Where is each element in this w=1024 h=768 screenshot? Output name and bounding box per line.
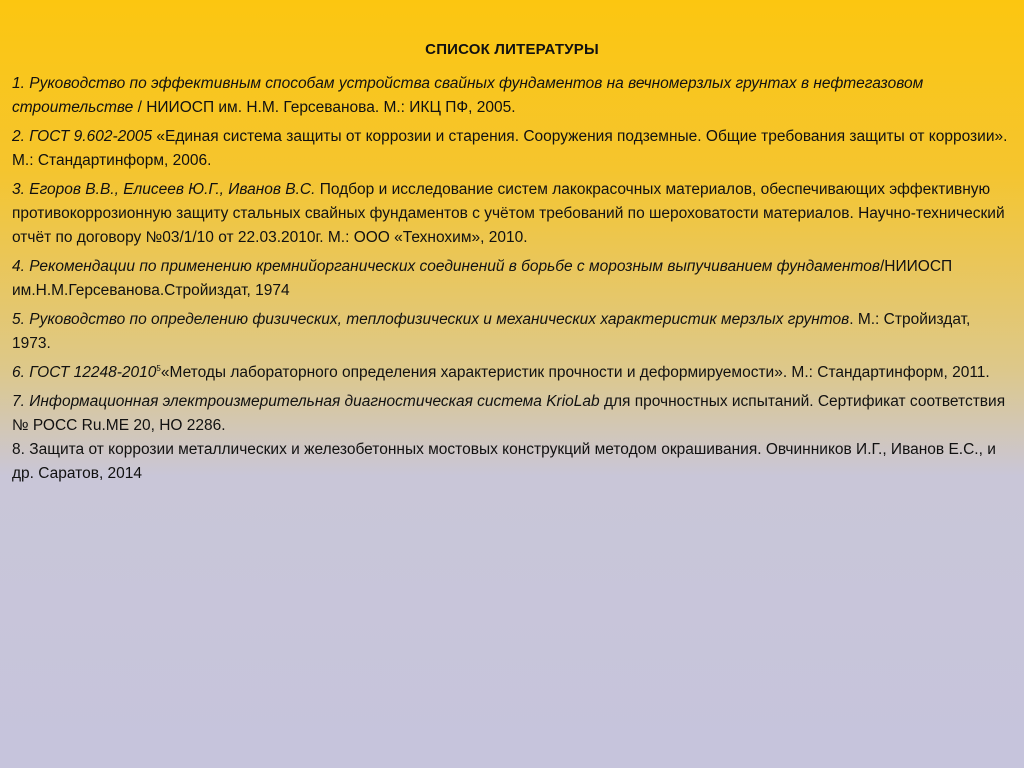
reference-italic-part: 4. Рекомендации по применению кремнийорганических соединений в борьбе с морозным выпучиванием фундаментов (12, 258, 880, 275)
reference-normal-part: для прочностных испытаний. Сертификат соответствия № РОСС Ru.МЕ 20, НО 2286. (12, 393, 1006, 434)
reference-item-7 (12, 390, 1012, 438)
reference-italic-part: 3. Егоров В.В., Елисеев Ю.Г., Иванов В.С. (12, 181, 316, 198)
reference-italic-part: 7. Информационная электроизмерительная диагностическая система KrioLab (12, 393, 600, 410)
reference-item-5 (12, 308, 1012, 356)
reference-normal-part: . М.: Стройиздат, 1973. (12, 311, 971, 352)
reference-superscript: 5 (156, 363, 161, 373)
reference-normal-part: / НИИОСП им. Н.М. Герсеванова. М.: ИКЦ ПФ, 2005. (133, 99, 516, 116)
reference-normal-part: 8. Защита от коррозии металлических и железобетонных мостовых конструкций методом окрашивания. Овчинников И.Г., Иванов Е.С., и др. Саратов, 2014 (12, 441, 996, 482)
reference-italic-part: 2. ГОСТ 9.602-2005 (12, 128, 153, 145)
reference-normal-part: «Методы лабораторного определения характеристик прочности и деформируемости». М.: Стандартинформ, 2011. (160, 364, 990, 381)
reference-italic-part: 6. ГОСТ 12248-2010 (12, 364, 157, 381)
reference-normal-part: /НИИОСП им.Н.М.Герсеванова.Стройиздат, 1974 (12, 258, 953, 299)
reference-normal-part: Подбор и исследование систем лакокрасочных материалов, обеспечивающих эффективную противокоррозионную защиту стальных свайных фундаментов с учётом требований по шероховатости материалов. Научно-технический отчёт по договору №03/1/10 от 22.03.2010г. М.: ООО «Технохим», 2010. (12, 181, 1005, 246)
reference-item-4 (12, 255, 1012, 303)
reference-item-6 (12, 361, 1012, 385)
reference-item-2 (12, 125, 1012, 173)
reference-list (12, 72, 1012, 486)
reference-item-1 (12, 72, 1012, 120)
reference-item-8 (12, 438, 1012, 486)
reference-italic-part: 1. Руководство по эффективным способам устройства свайных фундаментов на вечномерзлых грунтах в нефтегазовом строительстве (12, 75, 924, 116)
reference-item-3 (12, 178, 1012, 250)
page-title: СПИСОК ЛИТЕРАТУРЫ (425, 41, 599, 58)
reference-italic-part: 5. Руководство по определению физических, теплофизических и механических характеристик мерзлых грунтов (12, 311, 850, 328)
reference-normal-part: «Единая система защиты от коррозии и старения. Сооружения подземные. Общие требования защиты от коррозии». М.: Стандартинформ, 2006. (12, 128, 1008, 169)
